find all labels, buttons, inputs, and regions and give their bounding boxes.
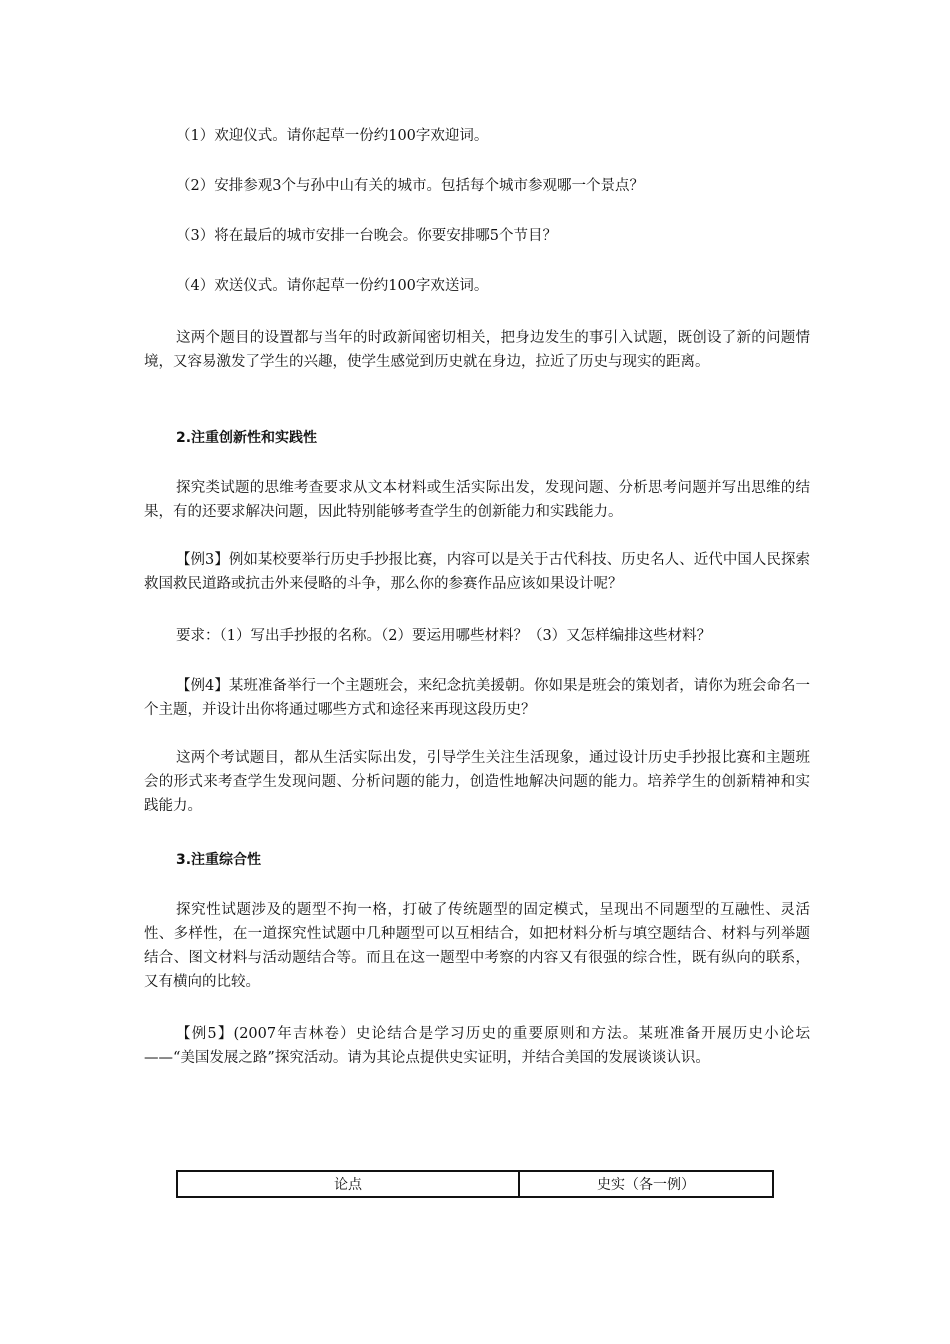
table-header-cell: 史实（各一例） — [519, 1171, 773, 1197]
list-item: （1）欢迎仪式。请你起草一份约100字欢迎词。 — [176, 128, 489, 144]
paragraph: 探究类试题的思维考查要求从文本材料或生活实际出发，发现问题、分析思考问题并写出思维的结果，有的还要求解决问题，因此特别能够考查学生的创新能力和实践能力。 — [144, 480, 810, 520]
section-heading: 3.注重综合性 — [176, 852, 262, 868]
paragraph: 这两个题目的设置都与当年的时政新闻密切相关，把身边发生的事引入试题，既创设了新的问题情境，又容易激发了学生的兴趣，使学生感觉到历史就在身边，拉近了历史与现实的距离。 — [144, 330, 810, 370]
table-header-row — [177, 1171, 773, 1197]
example-4: 【例4】某班准备举行一个主题班会，来纪念抗美援朝。你如果是班会的策划者，请你为班会命名一个主题，并设计出你将通过哪些方式和途径来再现这段历史？ — [144, 678, 810, 718]
list-item: （2）安排参观3个与孙中山有关的城市。包括每个城市参观哪一个景点？ — [176, 178, 644, 194]
list-item: （4）欢送仪式。请你起草一份约100字欢送词。 — [176, 278, 489, 294]
requirement-text: 要求：（1）写出手抄报的名称。（2）要运用哪些材料？（3）又怎样编排这些材料？ — [176, 628, 712, 644]
list-item: （3）将在最后的城市安排一台晚会。你要安排哪5个节目？ — [176, 228, 557, 244]
paragraph: 这两个考试题目，都从生活实际出发，引导学生关注生活现象，通过设计历史手抄报比赛和主题班会的形式来考查学生发现问题、分析问题的能力，创造性地解决问题的能力。培养学生的创新精神和实践能力。 — [144, 750, 810, 814]
example-3: 【例3】例如某校要举行历史手抄报比赛，内容可以是关于古代科技、历史名人、近代中国人民探索救国救民道路或抗击外来侵略的斗争，那么你的参赛作品应该如果设计呢？ — [144, 552, 810, 592]
evidence-table — [176, 1170, 774, 1198]
paragraph: 探究性试题涉及的题型不拘一格，打破了传统题型的固定模式，呈现出不同题型的互融性、灵活性、多样性，在一道探究性试题中几种题型可以互相结合，如把材料分析与填空题结合、材料与列举题结合、图文材料与活动题结合等。而且在这一题型中考察的内容又有很强的综合性，既有纵向的联系，又有横向的比较。 — [144, 902, 810, 990]
section-heading: 2.注重创新性和实践性 — [176, 430, 318, 446]
example-5: 【例5】(2007年吉林卷）史论结合是学习历史的重要原则和方法。某班准备开展历史小论坛——“美国发展之路”探究活动。请为其论点提供史实证明，并结合美国的发展谈谈认识。 — [144, 1026, 810, 1066]
table-header-cell: 论点 — [177, 1171, 519, 1197]
